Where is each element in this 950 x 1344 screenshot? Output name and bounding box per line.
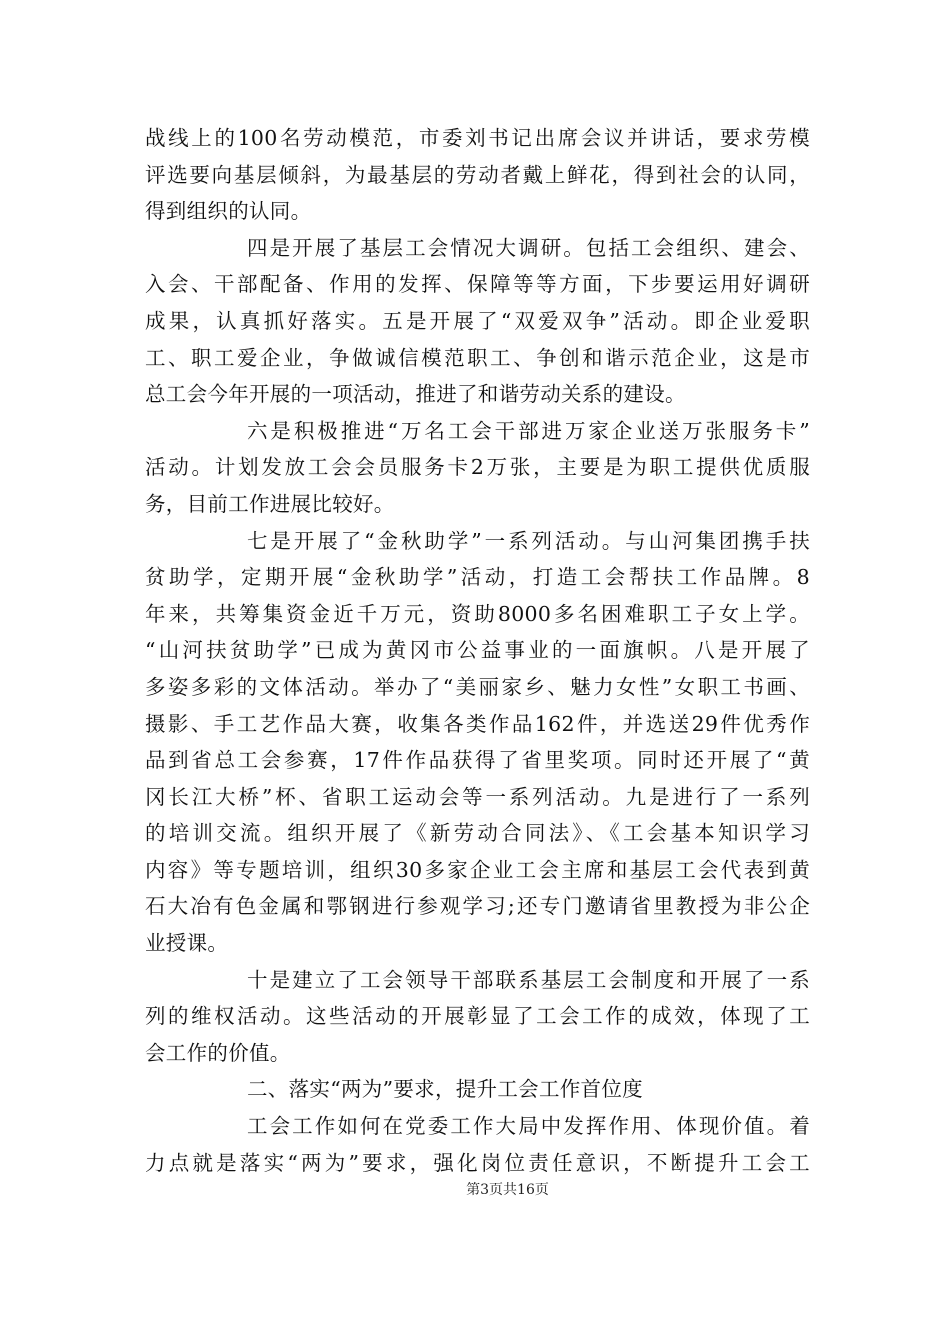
paragraph <box>145 230 810 413</box>
section-heading <box>145 1071 810 1108</box>
text-line: 活动。计划发放工会会员服务卡2万张，主要是为职工提供优质服 <box>145 455 810 480</box>
paragraph <box>145 962 810 1072</box>
text-line: 战线上的100名劳动模范，市委刘书记出席会议并讲话，要求劳模 <box>145 126 810 150</box>
text-line: 六是积极推进“万名工会干部进万家企业送万张服务卡” <box>247 418 810 443</box>
paragraph <box>145 413 810 523</box>
text-line: 贫助学，定期开展“金秋助学”活动，打造工会帮扶工作品牌。8 <box>145 565 810 590</box>
text-line: 评选要向基层倾斜，为最基层的劳动者戴上鲜花，得到社会的认同， <box>145 162 810 187</box>
text-line: 总工会今年开展的一项活动，推进了和谐劳动关系的建设。 <box>145 382 686 407</box>
text-line: 工、职工爱企业，争做诚信模范职工、争创和谐示范企业，这是市 <box>145 345 810 370</box>
page-number-footer: 第3页共16页 <box>466 1182 549 1198</box>
text-line: 列的维权活动。这些活动的开展彰显了工会工作的成效，体现了工 <box>145 1004 810 1029</box>
text-line: 业授课。 <box>145 931 229 956</box>
text-line: “山河扶贫助学”已成为黄冈市公益事业的一面旗帜。八是开展了 <box>145 638 810 663</box>
text-line: 石大冶有色金属和鄂钢进行参观学习;还专门邀请省里教授为非公企 <box>145 894 810 919</box>
text-line: 四是开展了基层工会情况大调研。包括工会组织、建会、 <box>247 235 810 260</box>
text-line: 二、落实“两为”要求，提升工会工作首位度 <box>247 1077 643 1102</box>
text-line: 入会、干部配备、作用的发挥、保障等等方面，下步要运用好调研 <box>145 272 810 297</box>
text-line: 摄影、手工艺作品大赛，收集各类作品162件，并选送29件优秀作 <box>145 711 810 736</box>
paragraph <box>145 523 810 962</box>
text-line: 十是建立了工会领导干部联系基层工会制度和开展了一系 <box>247 967 810 992</box>
text-line: 多姿多彩的文体活动。举办了“美丽家乡、魅力女性”女职工书画、 <box>145 674 810 699</box>
text-line: 力点就是落实“两为”要求，强化岗位责任意识，不断提升工会工 <box>145 1150 810 1175</box>
text-line: 内容》等专题培训，组织30多家企业工会主席和基层工会代表到黄 <box>145 857 810 882</box>
text-line: 冈长江大桥”杯、省职工运动会等一系列活动。九是进行了一系列 <box>145 784 810 809</box>
text-line: 务，目前工作进展比较好。 <box>145 491 395 516</box>
paragraph <box>145 120 810 230</box>
text-line: 年来，共筹集资金近千万元，资助8000多名困难职工子女上学。 <box>145 601 810 626</box>
text-line: 得到组织的认同。 <box>145 199 312 224</box>
text-line: 品到省总工会参赛，17件作品获得了省里奖项。同时还开展了“黄 <box>145 748 810 773</box>
text-line: 的培训交流。组织开展了《新劳动合同法》、《工会基本知识学习 <box>145 821 810 846</box>
text-line: 会工作的价值。 <box>145 1040 291 1065</box>
text-line: 七是开展了“金秋助学”一系列活动。与山河集团携手扶 <box>247 528 810 553</box>
text-line: 工会工作如何在党委工作大局中发挥作用、体现价值。着 <box>247 1114 810 1139</box>
paragraph <box>145 1108 810 1181</box>
body-text <box>145 120 810 1181</box>
text-line: 成果，认真抓好落实。五是开展了“双爱双争”活动。即企业爱职 <box>145 308 810 333</box>
